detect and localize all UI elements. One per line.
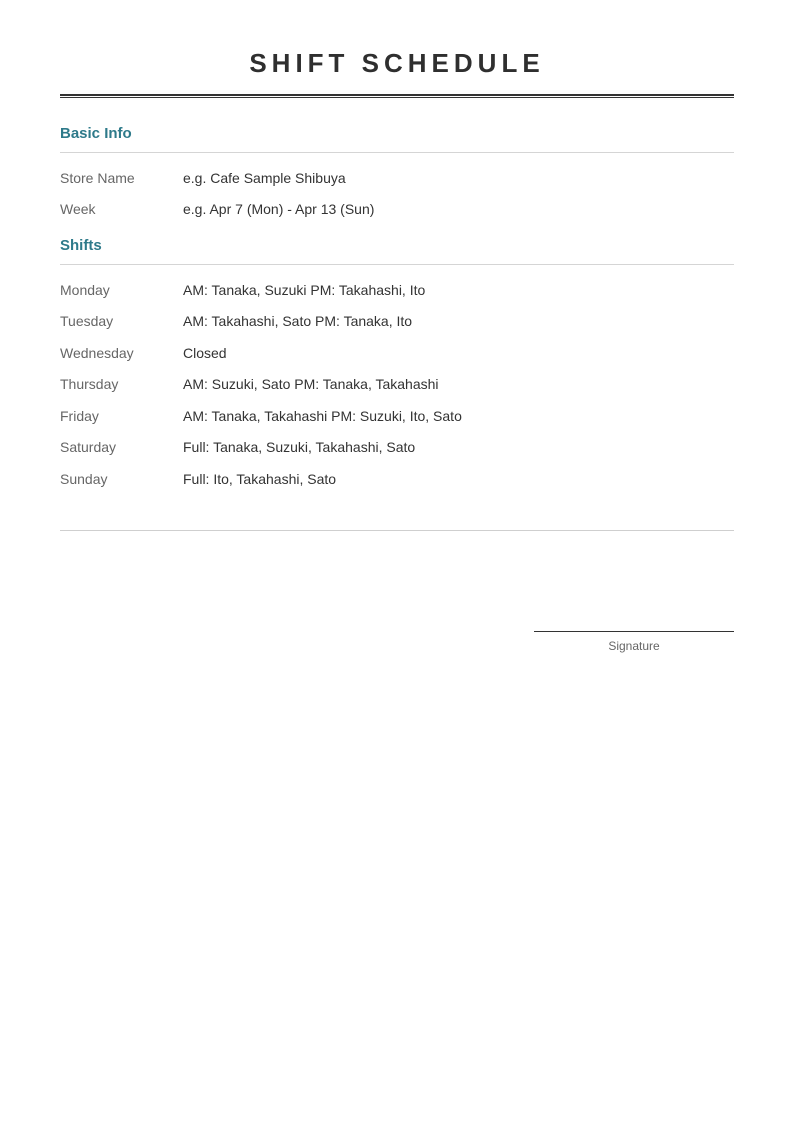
day-value-tuesday: AM: Takahashi, Sato PM: Tanaka, Ito [183, 313, 413, 330]
day-value-wednesday: Closed [183, 344, 227, 361]
week-value: e.g. Apr 7 (Mon) - Apr 13 (Sun) [183, 201, 375, 218]
day-value-thursday: AM: Suzuki, Sato PM: Tanaka, Takahashi [183, 376, 439, 393]
shift-row-wednesday [60, 337, 734, 369]
day-label-wednesday: Wednesday [60, 344, 134, 361]
day-label-monday: Monday [60, 281, 110, 298]
day-value-friday: AM: Tanaka, Takahashi PM: Suzuki, Ito, Sato [183, 407, 462, 424]
day-label-friday: Friday [60, 407, 99, 424]
page-title: SHIFT SCHEDULE [249, 48, 545, 78]
shift-row-saturday [60, 432, 734, 464]
week-row [60, 194, 734, 226]
shift-row-friday [60, 400, 734, 432]
shift-row-tuesday [60, 306, 734, 338]
day-label-tuesday: Tuesday [60, 313, 114, 330]
day-label-sunday: Sunday [60, 470, 108, 487]
store-name-row [60, 162, 734, 194]
store-name-value: e.g. Cafe Sample Shibuya [183, 169, 346, 186]
signature-block [534, 631, 734, 653]
shift-row-sunday [60, 463, 734, 495]
shifts-heading: Shifts [60, 237, 102, 254]
document-page [60, 0, 734, 653]
basic-info-heading: Basic Info [60, 125, 132, 142]
day-label-saturday: Saturday [60, 439, 117, 456]
day-value-monday: AM: Tanaka, Suzuki PM: Takahashi, Ito [183, 281, 426, 298]
signature-label: Signature [608, 639, 660, 653]
day-label-thursday: Thursday [60, 376, 119, 393]
shift-row-monday [60, 274, 734, 306]
signature-line[interactable] [534, 631, 734, 632]
bottom-divider [60, 530, 734, 531]
week-label: Week [60, 201, 96, 218]
day-value-saturday: Full: Tanaka, Suzuki, Takahashi, Sato [183, 439, 416, 456]
day-value-sunday: Full: Ito, Takahashi, Sato [183, 470, 337, 487]
shift-row-thursday [60, 369, 734, 401]
store-name-label: Store Name [60, 169, 135, 186]
